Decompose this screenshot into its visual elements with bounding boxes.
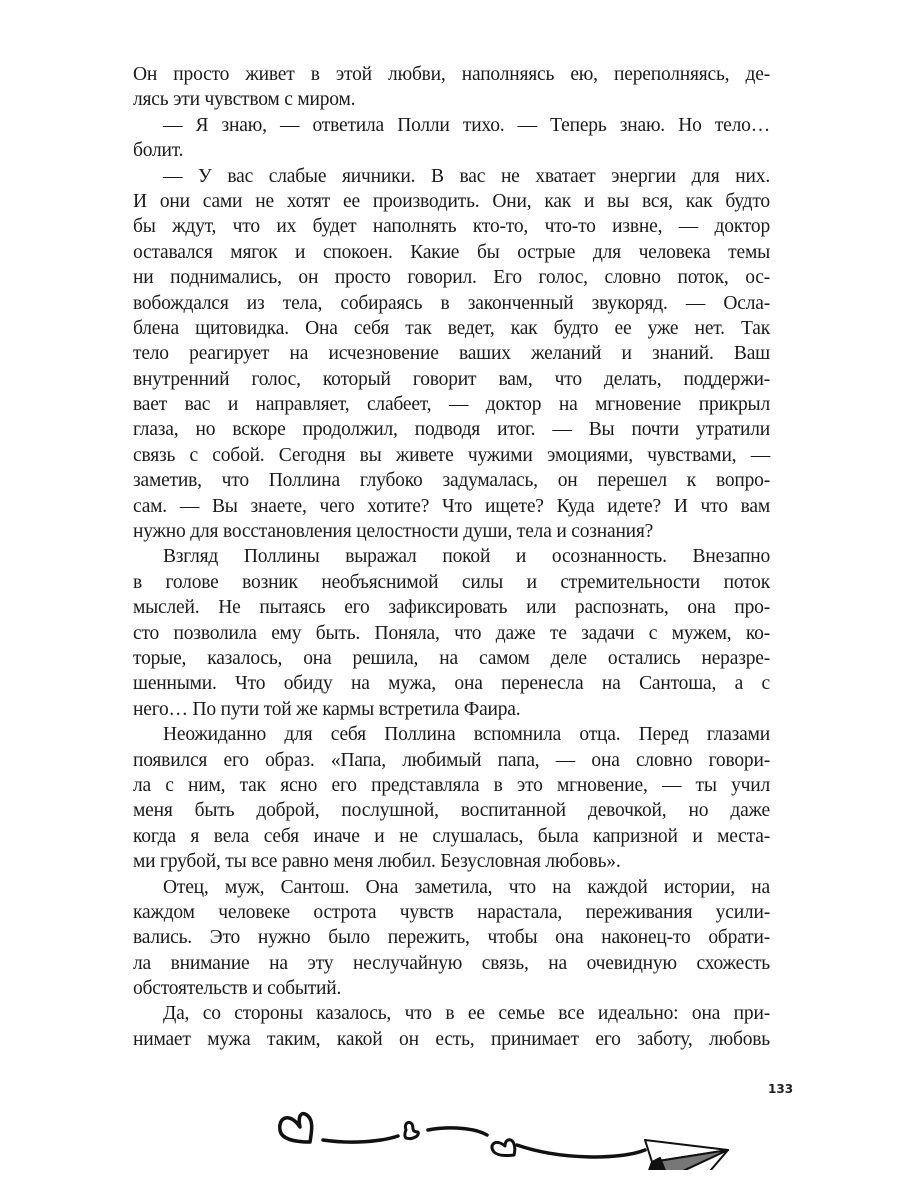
text-line-content: обстоятельств и событий. <box>133 978 342 1000</box>
text-line-content: Он просто живет в этой любви, наполняясь ею, переполняясь, де- <box>133 64 770 85</box>
text-line <box>133 748 770 773</box>
text-line-content: него… По пути той же кармы встретила Фаира. <box>133 698 521 720</box>
text-line <box>133 951 770 976</box>
text-line-content: сам. — Вы знаете, чего хотите? Что ищете? Куда идете? И что вам <box>133 495 770 517</box>
text-line-content: нужно для восстановления целостности души, тела и сознания? <box>133 521 654 543</box>
text-line-content: мыслей. Не пытаясь его зафиксировать или распознать, она про- <box>133 597 770 619</box>
text-line-content: — Я знаю, — ответила Полли тихо. — Теперь знаю. Но тело… <box>163 114 770 136</box>
text-line <box>133 824 770 849</box>
text-line-content: в голове возник необъяснимой силы и стремительности поток <box>133 571 770 593</box>
heart-icon <box>492 1140 515 1156</box>
page-number: 133 <box>768 1082 794 1096</box>
text-line <box>133 773 770 798</box>
text-line <box>133 494 770 519</box>
text-line <box>133 595 770 620</box>
text-line-content: сто позволила ему быть. Поняла, что даже те задачи с мужем, ко- <box>133 622 770 644</box>
text-line <box>133 189 770 214</box>
paper-plane-icon <box>642 1140 728 1170</box>
text-line-content: бы ждут, что их будет наполнять кто-то, что-то извне, — доктор <box>133 216 770 238</box>
text-line-content: меня быть доброй, послушной, воспитанной девочкой, но даже <box>133 800 770 822</box>
text-line <box>133 875 770 900</box>
small-heart-icon <box>405 1122 418 1138</box>
text-line <box>133 570 770 595</box>
book-page-text <box>133 62 770 1052</box>
text-line <box>133 1027 770 1052</box>
text-line-content: лясь эти чувством с миром. <box>133 89 356 111</box>
text-line <box>133 62 770 87</box>
text-line <box>133 900 770 925</box>
text-line-content: нимает мужа таким, какой он есть, принимает его заботу, любовь <box>133 1028 770 1050</box>
text-line <box>133 722 770 747</box>
text-line-content: каждом человеке острота чувств нарастала, переживания усили- <box>133 901 770 923</box>
connector-line <box>428 1128 487 1135</box>
text-line <box>133 849 770 874</box>
text-line <box>133 976 770 1001</box>
text-line <box>133 113 770 138</box>
text-line <box>133 1001 770 1026</box>
text-line-content: глаза, но вскоре продолжил, подводя итог. — Вы почти утратили <box>133 419 770 441</box>
heart-icon <box>280 1114 312 1142</box>
text-line <box>133 392 770 417</box>
text-line-content: ла с ним, так ясно его представляла в это мгновение, — ты учил <box>133 774 770 796</box>
text-line <box>133 925 770 950</box>
text-line-content: ла внимание на эту неслучайную связь, на очевидную схожесть <box>133 952 770 974</box>
text-line <box>133 214 770 239</box>
text-line <box>133 544 770 569</box>
text-line-content: Да, со стороны казалось, что в ее семье все идеально: она при- <box>163 1003 770 1025</box>
text-line-content: торые, казалось, она решила, на самом деле остались неразре- <box>133 647 770 669</box>
text-line-content: болит. <box>133 140 184 162</box>
text-line <box>133 341 770 366</box>
text-line <box>133 443 770 468</box>
text-line <box>133 87 770 112</box>
text-line-content: вались. Это нужно было пережить, чтобы она наконец-то обрати- <box>133 927 770 949</box>
text-line-content: Неожиданно для себя Поллина вспомнила отца. Перед глазами <box>163 724 770 746</box>
text-line-content: блена щитовидка. Она себя так ведет, как будто ее уже нет. Так <box>133 317 770 339</box>
text-line-content: связь с собой. Сегодня вы живете чужими эмоциями, чувствами, — <box>133 444 770 466</box>
connector-line <box>323 1136 398 1142</box>
text-line <box>133 646 770 671</box>
text-line <box>133 316 770 341</box>
text-line-content: внутренний голос, который говорит вам, что делать, поддержи- <box>133 368 770 390</box>
connector-line <box>517 1145 645 1157</box>
text-line-content: И они сами не хотят ее производить. Они, как и вы вся, как будто <box>133 190 770 212</box>
text-line <box>133 291 770 316</box>
text-line-content: шенными. Что обиду на мужа, она перенесла на Сантоша, а с <box>133 673 770 695</box>
text-line <box>133 671 770 696</box>
text-line-content: вает вас и направляет, слабеет, — доктор на мгновение прикрыл <box>133 394 770 416</box>
text-line <box>133 697 770 722</box>
text-line-content: ми грубой, ты все равно меня любил. Безусловная любовь». <box>133 851 621 873</box>
text-line <box>133 519 770 544</box>
text-line <box>133 417 770 442</box>
text-line <box>133 798 770 823</box>
text-line-content: вобождался из тела, собираясь в законченный звукоряд. — Осла- <box>133 292 770 314</box>
text-line-content: заметив, что Поллина глубоко задумалась, он перешел к вопро- <box>133 470 770 492</box>
footer-ornament <box>0 1060 900 1170</box>
text-line-content: Отец, муж, Сантош. Она заметила, что на каждой истории, на <box>163 876 770 898</box>
text-line-content: — У вас слабые яичники. В вас не хватает энергии для них. <box>163 165 770 187</box>
text-line <box>133 468 770 493</box>
text-line-content: тело реагирует на исчезновение ваших желаний и знаний. Ваш <box>133 343 770 365</box>
text-line-content: появился его образ. «Папа, любимый папа, — она словно говори- <box>133 749 770 771</box>
text-line <box>133 138 770 163</box>
text-line <box>133 367 770 392</box>
text-line-content: ни поднимались, он просто говорил. Его голос, словно поток, ос- <box>133 267 770 289</box>
text-line-content: Взгляд Поллины выражал покой и осознанность. Внезапно <box>163 546 770 568</box>
text-line <box>133 164 770 189</box>
text-line-content: оставался мягок и спокоен. Какие бы острые для человека темы <box>133 241 770 263</box>
text-line <box>133 240 770 265</box>
text-line-content: когда я вела себя иначе и не слушалась, была капризной и места- <box>133 825 770 847</box>
text-line <box>133 621 770 646</box>
text-line <box>133 265 770 290</box>
